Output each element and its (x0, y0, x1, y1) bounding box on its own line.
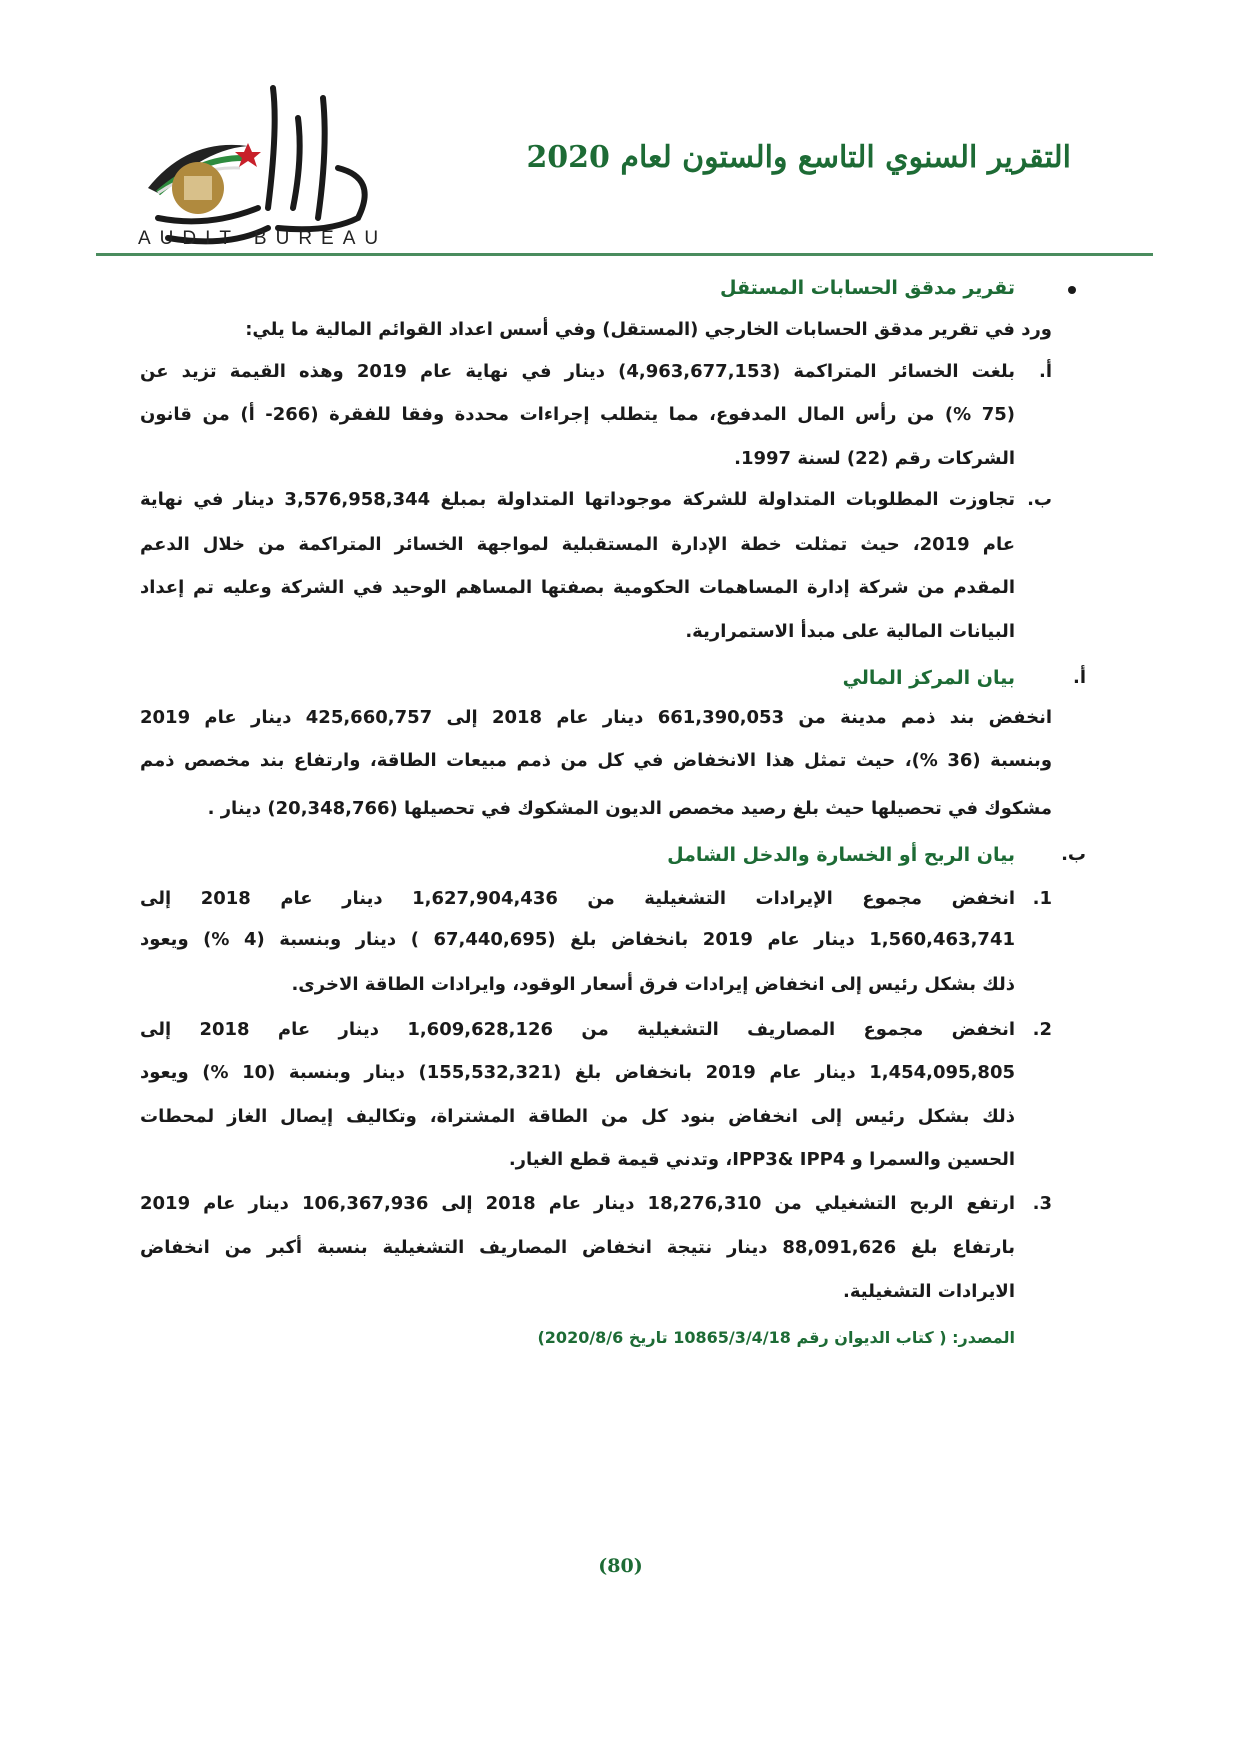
header-divider (96, 253, 1153, 256)
paragraph-line: ذلك بشكل رئيس إلى انخفاض إيرادات فرق أسعار الوقود، وايرادات الطاقة الاخرى. (291, 974, 1015, 995)
intro-text: ورد في تقرير مدقق الحسابات الخارجي (المستقل) وفي أسس اعداد القوائم المالية ما يلي: (245, 319, 1052, 340)
section-marker: ب. (1061, 844, 1086, 865)
report-title: التقرير السنوي التاسع والستون لعام 2020 (526, 140, 1071, 175)
paragraph-line: الايرادات التشغيلية. (842, 1281, 1015, 1302)
section-heading-income: بيان الربح أو الخسارة والدخل الشامل (667, 844, 1015, 866)
paragraph-line: بارتفاع بلغ 88,091,626 دينار نتيجة انخفاض المصاريف التشغيلية بنسبة أكبر من انخفاض (140, 1237, 1015, 1258)
paragraph-line: وبنسبة (36 %)، حيث تمثل هذا الانخفاض في كل من ذمم مبيعات الطاقة، وارتفاع بند مخصص ذمم (140, 750, 1053, 771)
section-heading-auditor: تقرير مدقق الحسابات المستقل (719, 277, 1015, 299)
paragraph-line: الشركات رقم (22) لسنة 1997. (734, 448, 1015, 469)
paragraph-line: ذلك بشكل رئيس إلى انخفاض بنود كل من الطاقة المشتراة، وتكاليف إيصال الغاز لمحطات (140, 1106, 1015, 1127)
item-marker: 2. (1032, 1019, 1052, 1040)
logo-english-text: AUDIT BUREAU (138, 228, 388, 249)
paragraph-line: انخفض بند ذمم مدينة من 661,390,053 دينار عام 2018 إلى 425,660,757 دينار عام 2019 (140, 707, 1052, 728)
audit-bureau-logo (128, 68, 413, 253)
section-marker: أ. (1072, 667, 1086, 688)
item-marker: أ. (1038, 361, 1052, 382)
paragraph-line: انخفض مجموع المصاريف التشغيلية من 1,609,628,126 دينار عام 2018 إلى (140, 1019, 1016, 1040)
paragraph-line: بلغت الخسائر المتراكمة (4,963,677,153) دينار في نهاية عام 2019 وهذه القيمة تزيد عن (140, 361, 1015, 382)
bullet-icon (1068, 286, 1076, 294)
item-marker: 1. (1032, 888, 1052, 909)
page-number: (80) (598, 1555, 643, 1577)
source-note: المصدر: ( كتاب الديوان رقم 10865/3/4/18 تاريخ 2020/8/6) (537, 1328, 1015, 1347)
item-marker: ب. (1027, 489, 1052, 510)
paragraph-line: الحسين والسمرا و IPP3& IPP4، وتدني قيمة قطع الغيار. (508, 1149, 1015, 1170)
paragraph-line: المقدم من شركة إدارة المساهمات الحكومية بصفتها المساهم الوحيد في الشركة وعليه تم إعداد (140, 577, 1015, 598)
paragraph-line: البيانات المالية على مبدأ الاستمرارية. (685, 621, 1015, 642)
paragraph-line: 1,454,095,805 دينار عام 2019 بانخفاض بلغ (155,532,321) دينار وبنسبة (10 %) ويعود (140, 1062, 1015, 1083)
item-marker: 3. (1032, 1193, 1052, 1214)
paragraph-line: 1,560,463,741 دينار عام 2019 بانخفاض بلغ (67,440,695 ) دينار وبنسبة (4 %) ويعود (140, 929, 1016, 950)
paragraph-line: عام 2019، حيث تمثلت خطة الإدارة المستقبلية لمواجهة الخسائر المتراكمة من خلال الدعم (140, 534, 1015, 555)
section-heading-financial-position: بيان المركز المالي (842, 667, 1015, 689)
paragraph-line: ارتفع الربح التشغيلي من 18,276,310 دينار عام 2018 إلى 106,367,936 دينار عام 2019 (140, 1193, 1015, 1214)
paragraph-line: انخفض مجموع الإيرادات التشغيلية من 1,627,904,436 دينار عام 2018 إلى (140, 888, 1016, 909)
paragraph-line: مشكوك في تحصيلها حيث بلغ رصيد مخصص الديون المشكوك في تحصيلها (20,348,766) دينار . (207, 798, 1052, 819)
paragraph-line: تجاوزت المطلوبات المتداولة للشركة موجوداتها المتداولة بمبلغ 3,576,958,344 دينار في نهاية (140, 489, 1015, 510)
paragraph-line: (75 %) من رأس المال المدفوع، مما يتطلب إجراءات محددة وفقا للفقرة (266- أ) من قانون (140, 404, 1015, 425)
